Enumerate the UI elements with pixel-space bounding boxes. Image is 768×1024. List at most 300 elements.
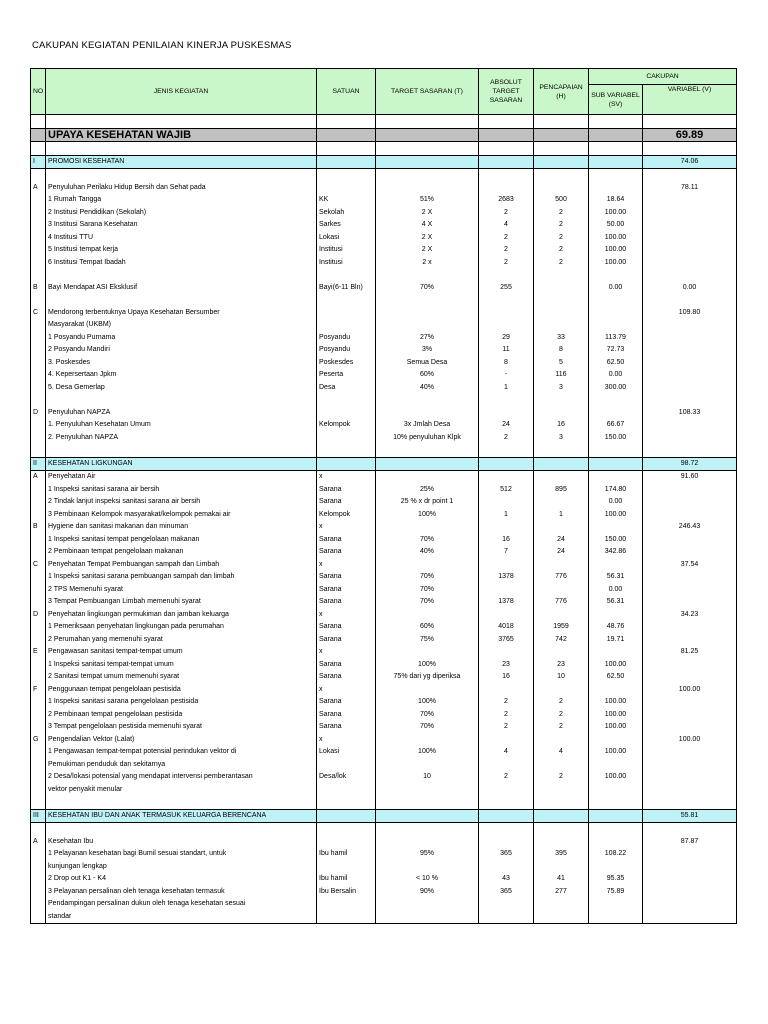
row-no: III bbox=[31, 809, 46, 823]
row-sub-variabel: 50.00 bbox=[589, 219, 643, 232]
spacer-cell bbox=[479, 115, 534, 129]
row-absolut: - bbox=[479, 369, 534, 382]
row-sub-variabel: 174.80 bbox=[589, 484, 643, 497]
row-target bbox=[376, 319, 479, 332]
row-absolut: 2 bbox=[479, 257, 534, 270]
row-absolut: 2 bbox=[479, 696, 534, 709]
row-jenis-kegiatan: 1 Inspeksi sanitasi tempat pengelolaan makanan bbox=[46, 534, 317, 547]
table-row bbox=[31, 734, 737, 747]
row-sub-variabel bbox=[589, 759, 643, 772]
table-row bbox=[31, 898, 737, 911]
row-jenis-kegiatan: Mendorong terbentuknya Upaya Kesehatan Bersumber bbox=[46, 307, 317, 320]
row-satuan: x bbox=[317, 471, 376, 484]
row-target: 4 X bbox=[376, 219, 479, 232]
table-row bbox=[31, 194, 737, 207]
row-jenis-kegiatan: 1 Inspeksi sanitasi sarana pengelolaan pestisida bbox=[46, 696, 317, 709]
row-target: 75% bbox=[376, 634, 479, 647]
row-sub-variabel bbox=[589, 559, 643, 572]
row-absolut: 16 bbox=[479, 671, 534, 684]
row-pencapaian: 5 bbox=[534, 357, 589, 370]
table-row bbox=[31, 534, 737, 547]
row-variabel bbox=[643, 898, 737, 911]
row-satuan bbox=[317, 911, 376, 924]
row-variabel bbox=[643, 319, 737, 332]
row-satuan bbox=[317, 319, 376, 332]
row-satuan: Sarana bbox=[317, 621, 376, 634]
row-satuan: Ibu hamil bbox=[317, 873, 376, 886]
row-jenis-kegiatan: Masyarakat (UKBM) bbox=[46, 319, 317, 332]
row-no: II bbox=[31, 457, 46, 471]
row-jenis-kegiatan: Penyehatan Tempat Pembuangan sampah dan Limbah bbox=[46, 559, 317, 572]
row-pencapaian: 776 bbox=[534, 596, 589, 609]
table-row bbox=[31, 257, 737, 270]
row-target bbox=[376, 911, 479, 924]
row-absolut: 3765 bbox=[479, 634, 534, 647]
row-sub-variabel: 0.00 bbox=[589, 282, 643, 295]
header-cakupan: CAKUPAN bbox=[589, 69, 737, 85]
row-gap2 bbox=[31, 823, 737, 836]
row-variabel bbox=[643, 344, 737, 357]
spacer-cell bbox=[534, 444, 589, 457]
row-sub-variabel: 100.00 bbox=[589, 207, 643, 220]
row-target: Semua Desa bbox=[376, 357, 479, 370]
row-sub-variabel bbox=[589, 128, 643, 142]
row-no bbox=[31, 584, 46, 597]
row-absolut: 7 bbox=[479, 546, 534, 559]
row-variabel bbox=[643, 746, 737, 759]
row-satuan: x bbox=[317, 609, 376, 622]
row-target bbox=[376, 155, 479, 169]
row-target bbox=[376, 609, 479, 622]
spacer-cell bbox=[534, 269, 589, 282]
row-absolut bbox=[479, 307, 534, 320]
table-row bbox=[31, 407, 737, 420]
row-no: A bbox=[31, 836, 46, 849]
table-row bbox=[31, 357, 737, 370]
row-gap2 bbox=[31, 796, 737, 809]
row-jenis-kegiatan: 1 Pelayanan kesehatan bagi Bumil sesuai standart, untuk bbox=[46, 848, 317, 861]
row-jenis-kegiatan: standar bbox=[46, 911, 317, 924]
row-jenis-kegiatan: 3 Institusi Sarana Kesehatan bbox=[46, 219, 317, 232]
row-sub-variabel bbox=[589, 155, 643, 169]
row-variabel bbox=[643, 257, 737, 270]
table-row bbox=[31, 471, 737, 484]
row-variabel bbox=[643, 621, 737, 634]
row-variabel: 108.33 bbox=[643, 407, 737, 420]
spacer-cell bbox=[643, 169, 737, 182]
row-absolut: 1378 bbox=[479, 571, 534, 584]
row-jenis-kegiatan: 4. Kepersertaan Jpkm bbox=[46, 369, 317, 382]
row-target: < 10 % bbox=[376, 873, 479, 886]
row-absolut: 4 bbox=[479, 219, 534, 232]
row-absolut: 43 bbox=[479, 873, 534, 886]
row-target bbox=[376, 559, 479, 572]
row-pencapaian: 2 bbox=[534, 232, 589, 245]
row-satuan bbox=[317, 432, 376, 445]
row-pencapaian: 3 bbox=[534, 382, 589, 395]
row-pencapaian bbox=[534, 521, 589, 534]
spacer-cell bbox=[46, 796, 317, 809]
row-pencapaian bbox=[534, 471, 589, 484]
spacer-cell bbox=[376, 269, 479, 282]
table-row bbox=[31, 521, 737, 534]
spacer-cell bbox=[589, 142, 643, 156]
row-pencapaian: 33 bbox=[534, 332, 589, 345]
spacer-cell bbox=[589, 394, 643, 407]
table-row bbox=[31, 319, 737, 332]
row-jenis-kegiatan: 1 Pemeriksaan penyehatan lingkungan pada perumahan bbox=[46, 621, 317, 634]
row-variabel: 55.81 bbox=[643, 809, 737, 823]
table-header bbox=[31, 69, 737, 115]
row-no bbox=[31, 886, 46, 899]
spacer-cell bbox=[31, 294, 46, 307]
row-target: 2 x bbox=[376, 257, 479, 270]
row-target: 100% bbox=[376, 659, 479, 672]
row-sub-variabel bbox=[589, 836, 643, 849]
row-satuan: Institusi bbox=[317, 257, 376, 270]
row-absolut bbox=[479, 155, 534, 169]
row-sub-variabel bbox=[589, 898, 643, 911]
spacer-cell bbox=[376, 142, 479, 156]
row-pencapaian: 2 bbox=[534, 771, 589, 784]
row-target: 75% dari yg diperiksa bbox=[376, 671, 479, 684]
row-no bbox=[31, 696, 46, 709]
row-absolut bbox=[479, 496, 534, 509]
row-absolut bbox=[479, 609, 534, 622]
row-no bbox=[31, 634, 46, 647]
row-absolut: 365 bbox=[479, 886, 534, 899]
row-variabel bbox=[643, 496, 737, 509]
row-no bbox=[31, 382, 46, 395]
spacer-cell bbox=[46, 269, 317, 282]
spacer-cell bbox=[534, 115, 589, 129]
row-sub-variabel: 0.00 bbox=[589, 369, 643, 382]
row-jenis-kegiatan: 1 Posyandu Purnama bbox=[46, 332, 317, 345]
row-sub-variabel: 95.35 bbox=[589, 873, 643, 886]
row-pencapaian: 24 bbox=[534, 546, 589, 559]
table-row bbox=[31, 496, 737, 509]
row-satuan: x bbox=[317, 646, 376, 659]
row-variabel: 74.06 bbox=[643, 155, 737, 169]
table-row bbox=[31, 721, 737, 734]
row-absolut: 1378 bbox=[479, 596, 534, 609]
row-sub-variabel: 0.00 bbox=[589, 496, 643, 509]
row-target: 2 X bbox=[376, 232, 479, 245]
spacer-cell bbox=[643, 444, 737, 457]
row-target: 10% penyuluhan Klpk bbox=[376, 432, 479, 445]
row-variabel bbox=[643, 382, 737, 395]
row-absolut bbox=[479, 471, 534, 484]
row-jenis-kegiatan: 1 Inspeksi sanitasi sarana pembuangan sampah dan limbah bbox=[46, 571, 317, 584]
row-pencapaian bbox=[534, 911, 589, 924]
row-sub-variabel: 75.89 bbox=[589, 886, 643, 899]
spacer-cell bbox=[589, 796, 643, 809]
row-pencapaian bbox=[534, 684, 589, 697]
row-satuan bbox=[317, 155, 376, 169]
row-gap bbox=[31, 142, 737, 156]
table-row bbox=[31, 759, 737, 772]
row-target: 70% bbox=[376, 709, 479, 722]
row-variabel bbox=[643, 194, 737, 207]
row-target: 25% bbox=[376, 484, 479, 497]
row-variabel: 98.72 bbox=[643, 457, 737, 471]
row-sec bbox=[31, 809, 737, 823]
row-sub-variabel: 113.79 bbox=[589, 332, 643, 345]
row-sub-variabel bbox=[589, 784, 643, 797]
row-variabel bbox=[643, 873, 737, 886]
table-row bbox=[31, 244, 737, 257]
row-pencapaian: 1959 bbox=[534, 621, 589, 634]
row-absolut bbox=[479, 521, 534, 534]
row-pencapaian: 2 bbox=[534, 207, 589, 220]
table-row bbox=[31, 509, 737, 522]
row-sub-variabel bbox=[589, 684, 643, 697]
row-variabel: 246.43 bbox=[643, 521, 737, 534]
table-row bbox=[31, 861, 737, 874]
row-pencapaian: 41 bbox=[534, 873, 589, 886]
row-sub-variabel: 150.00 bbox=[589, 534, 643, 547]
row-target bbox=[376, 521, 479, 534]
row-sub-variabel: 100.00 bbox=[589, 244, 643, 257]
header-sub-variabel: SUB VARIABEL (SV) bbox=[589, 85, 643, 115]
row-gap2 bbox=[31, 294, 737, 307]
row-satuan: Bayi(6-11 Bln) bbox=[317, 282, 376, 295]
spacer-cell bbox=[31, 796, 46, 809]
row-pencapaian: 895 bbox=[534, 484, 589, 497]
row-variabel bbox=[643, 244, 737, 257]
row-sub-variabel bbox=[589, 521, 643, 534]
row-variabel bbox=[643, 584, 737, 597]
row-sub-variabel: 108.22 bbox=[589, 848, 643, 861]
row-sec bbox=[31, 155, 737, 169]
row-sub-variabel: 62.50 bbox=[589, 671, 643, 684]
row-variabel bbox=[643, 332, 737, 345]
spacer-cell bbox=[317, 294, 376, 307]
row-gap2 bbox=[31, 394, 737, 407]
row-absolut bbox=[479, 457, 534, 471]
row-pencapaian: 2 bbox=[534, 257, 589, 270]
row-pencapaian: 4 bbox=[534, 746, 589, 759]
row-variabel bbox=[643, 419, 737, 432]
row-pencapaian bbox=[534, 861, 589, 874]
row-satuan: x bbox=[317, 734, 376, 747]
row-jenis-kegiatan: 2 Pembinaan tempat pengelolaan makanan bbox=[46, 546, 317, 559]
row-variabel bbox=[643, 848, 737, 861]
table-row bbox=[31, 232, 737, 245]
row-jenis-kegiatan: Hygiene dan sanitasi makanan dan minuman bbox=[46, 521, 317, 534]
row-pencapaian: 3 bbox=[534, 432, 589, 445]
header-target-sasaran: TARGET SASARAN (T) bbox=[376, 69, 479, 115]
row-satuan: Sarana bbox=[317, 534, 376, 547]
spacer-cell bbox=[479, 269, 534, 282]
table-row bbox=[31, 332, 737, 345]
row-no bbox=[31, 128, 46, 142]
row-jenis-kegiatan: 3 Pembinaan Kelompok masyarakat/kelompok pemakai air bbox=[46, 509, 317, 522]
row-target: 27% bbox=[376, 332, 479, 345]
spacer-cell bbox=[376, 294, 479, 307]
table-row bbox=[31, 911, 737, 924]
spacer-cell bbox=[46, 142, 317, 156]
row-variabel bbox=[643, 696, 737, 709]
row-jenis-kegiatan: Penyuluhan NAPZA bbox=[46, 407, 317, 420]
row-satuan bbox=[317, 784, 376, 797]
table-row bbox=[31, 546, 737, 559]
row-absolut bbox=[479, 128, 534, 142]
row-gap bbox=[31, 169, 737, 182]
row-absolut: 24 bbox=[479, 419, 534, 432]
row-sub-variabel: 100.00 bbox=[589, 257, 643, 270]
row-sub-variabel bbox=[589, 319, 643, 332]
spacer-cell bbox=[376, 169, 479, 182]
row-sub-variabel bbox=[589, 734, 643, 747]
spacer-cell bbox=[317, 823, 376, 836]
row-jenis-kegiatan: 3. Poskesdes bbox=[46, 357, 317, 370]
row-pencapaian: 2 bbox=[534, 709, 589, 722]
row-no bbox=[31, 759, 46, 772]
row-satuan: Kelompok bbox=[317, 509, 376, 522]
spacer-cell bbox=[534, 823, 589, 836]
row-no bbox=[31, 671, 46, 684]
row-sub-variabel: 56.31 bbox=[589, 571, 643, 584]
row-jenis-kegiatan: Penyuluhan Perilaku Hidup Bersih dan Sehat pada bbox=[46, 182, 317, 195]
row-sub-variabel bbox=[589, 471, 643, 484]
spacer-cell bbox=[46, 444, 317, 457]
table-row bbox=[31, 584, 737, 597]
row-pencapaian bbox=[534, 609, 589, 622]
row-no bbox=[31, 784, 46, 797]
row-jenis-kegiatan: PROMOSI KESEHATAN bbox=[46, 155, 317, 169]
row-absolut: 23 bbox=[479, 659, 534, 672]
row-variabel bbox=[643, 369, 737, 382]
row-target: 100% bbox=[376, 696, 479, 709]
table-row bbox=[31, 696, 737, 709]
row-variabel bbox=[643, 886, 737, 899]
row-pencapaian: 500 bbox=[534, 194, 589, 207]
spacer-cell bbox=[534, 294, 589, 307]
row-jenis-kegiatan: Pengawasan sanitasi tempat-tempat umum bbox=[46, 646, 317, 659]
row-absolut bbox=[479, 559, 534, 572]
row-no: G bbox=[31, 734, 46, 747]
row-no bbox=[31, 496, 46, 509]
row-jenis-kegiatan: 3 Pelayanan persalinan oleh tenaga kesehatan termasuk bbox=[46, 886, 317, 899]
row-jenis-kegiatan: 2 Perumahan yang memenuhi syarat bbox=[46, 634, 317, 647]
row-absolut bbox=[479, 911, 534, 924]
row-jenis-kegiatan: 2 Institusi Pendidikan (Sekolah) bbox=[46, 207, 317, 220]
row-pencapaian: 2 bbox=[534, 219, 589, 232]
row-variabel bbox=[643, 721, 737, 734]
spacer-cell bbox=[534, 394, 589, 407]
row-no bbox=[31, 509, 46, 522]
row-satuan bbox=[317, 457, 376, 471]
row-jenis-kegiatan: 5 Institusi tempat kerja bbox=[46, 244, 317, 257]
row-jenis-kegiatan: Pengendalian Vektor (Lalat) bbox=[46, 734, 317, 747]
spacer-cell bbox=[317, 394, 376, 407]
spacer-cell bbox=[643, 796, 737, 809]
row-no: A bbox=[31, 471, 46, 484]
spacer-cell bbox=[643, 294, 737, 307]
row-variabel bbox=[643, 232, 737, 245]
spacer-cell bbox=[46, 823, 317, 836]
spacer-cell bbox=[46, 169, 317, 182]
row-pencapaian bbox=[534, 155, 589, 169]
row-variabel: 78.11 bbox=[643, 182, 737, 195]
table-row bbox=[31, 282, 737, 295]
spacer-cell bbox=[317, 115, 376, 129]
spacer-cell bbox=[376, 796, 479, 809]
row-variabel bbox=[643, 357, 737, 370]
row-variabel bbox=[643, 571, 737, 584]
row-variabel bbox=[643, 546, 737, 559]
row-variabel: 91.60 bbox=[643, 471, 737, 484]
row-variabel bbox=[643, 709, 737, 722]
row-no bbox=[31, 571, 46, 584]
row-no bbox=[31, 419, 46, 432]
row-no bbox=[31, 911, 46, 924]
row-absolut: 255 bbox=[479, 282, 534, 295]
row-no: I bbox=[31, 155, 46, 169]
row-target: 60% bbox=[376, 621, 479, 634]
spacer-cell bbox=[317, 169, 376, 182]
spacer-cell bbox=[31, 169, 46, 182]
spacer-cell bbox=[479, 796, 534, 809]
table-row bbox=[31, 659, 737, 672]
row-absolut: 4 bbox=[479, 746, 534, 759]
row-pencapaian bbox=[534, 559, 589, 572]
row-target: 70% bbox=[376, 584, 479, 597]
row-jenis-kegiatan: Bayi Mendapat ASI Eksklusif bbox=[46, 282, 317, 295]
table-row bbox=[31, 432, 737, 445]
row-pencapaian bbox=[534, 584, 589, 597]
spacer-cell bbox=[46, 294, 317, 307]
row-no: A bbox=[31, 182, 46, 195]
row-satuan: Ibu hamil bbox=[317, 848, 376, 861]
row-satuan bbox=[317, 759, 376, 772]
row-absolut: 2 bbox=[479, 432, 534, 445]
table-row bbox=[31, 307, 737, 320]
row-sub-variabel: 100.00 bbox=[589, 696, 643, 709]
row-target: 100% bbox=[376, 746, 479, 759]
row-sub-variabel: 342.86 bbox=[589, 546, 643, 559]
row-satuan: Sarana bbox=[317, 484, 376, 497]
row-variabel bbox=[643, 659, 737, 672]
row-satuan: x bbox=[317, 684, 376, 697]
row-satuan bbox=[317, 307, 376, 320]
spacer-cell bbox=[534, 796, 589, 809]
row-satuan: Lokasi bbox=[317, 746, 376, 759]
row-satuan: Sarana bbox=[317, 721, 376, 734]
row-absolut: 1 bbox=[479, 509, 534, 522]
row-satuan: Lokasi bbox=[317, 232, 376, 245]
row-pencapaian: 277 bbox=[534, 886, 589, 899]
spacer-cell bbox=[589, 269, 643, 282]
row-absolut bbox=[479, 759, 534, 772]
row-target bbox=[376, 759, 479, 772]
row-absolut bbox=[479, 684, 534, 697]
row-pencapaian bbox=[534, 496, 589, 509]
spacer-cell bbox=[31, 394, 46, 407]
row-jenis-kegiatan: UPAYA KESEHATAN WAJIB bbox=[46, 128, 317, 142]
row-satuan bbox=[317, 836, 376, 849]
row-pencapaian bbox=[534, 407, 589, 420]
spacer-cell bbox=[46, 394, 317, 407]
row-target: 3% bbox=[376, 344, 479, 357]
row-no: C bbox=[31, 559, 46, 572]
row-no bbox=[31, 232, 46, 245]
row-variabel bbox=[643, 534, 737, 547]
spacer-cell bbox=[643, 269, 737, 282]
spacer-cell bbox=[317, 269, 376, 282]
row-target bbox=[376, 784, 479, 797]
